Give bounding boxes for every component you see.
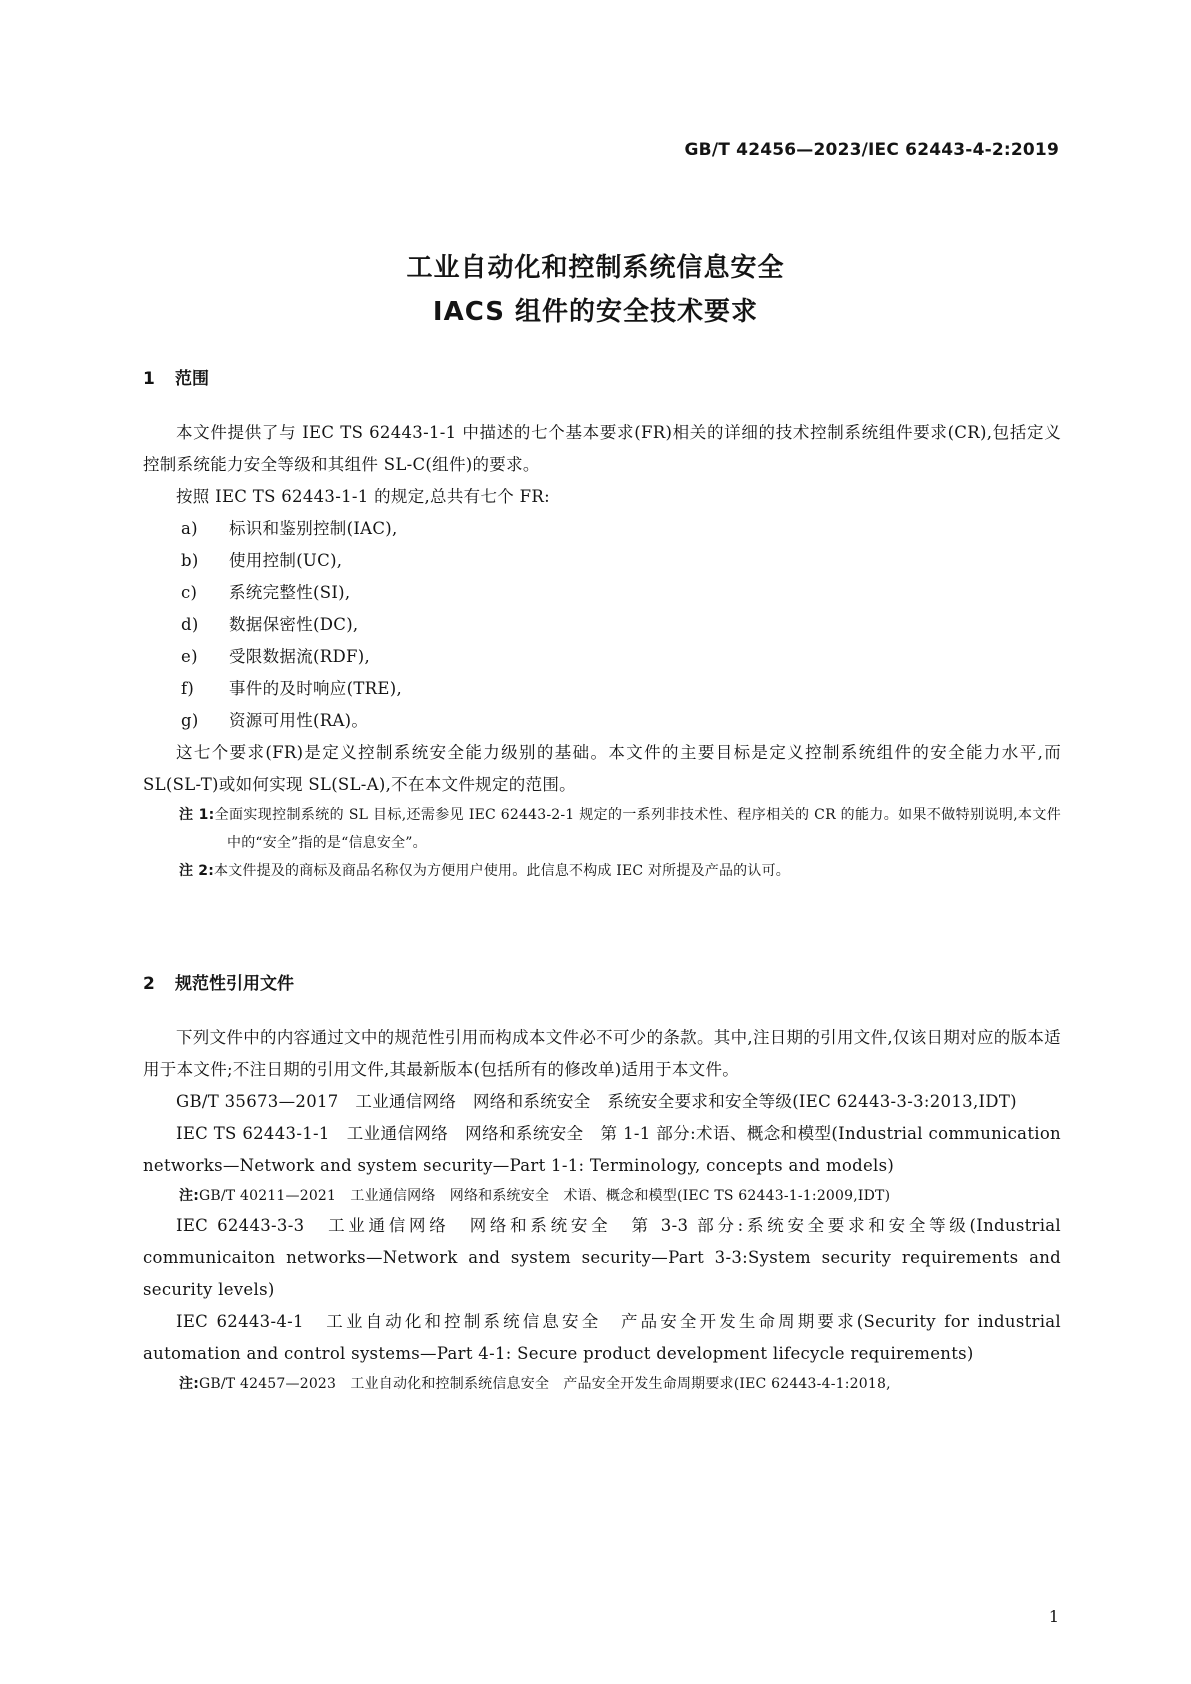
section2-heading [143,969,294,994]
list-item [143,705,1061,737]
fr-list [143,513,1061,737]
reference-4: IEC 62443-4-1 工业自动化和控制系统信息安全 产品安全开发生命周期要求(Security for industrial automation and control systems—Part 4-1: Secure product development lifecycle requirements) [143,1312,1061,1363]
section2-title: 规范性引用文件 [175,974,294,994]
note-2-text: 本文件提及的商标及商品名称仅为方便用户使用。此信息不构成 IEC 对所提及产品的认可。 [214,863,790,879]
note-2 [143,857,1061,885]
section1-title: 范围 [175,369,209,389]
list-item-text: 标识和鉴别控制(IAC), [229,519,398,538]
reference-3: IEC 62443-3-3 工业通信网络 网络和系统安全 第 3-3 部分:系统安全要求和安全等级(Industrial communicaiton networks—Network and system security—Part 3-3:System security requirements and security levels) [143,1216,1061,1299]
list-item [143,673,1061,705]
list-item-text: 资源可用性(RA)。 [229,711,369,730]
section1-paragraph2: 按照 IEC TS 62443-1-1 的规定,总共有七个 FR: [176,487,550,506]
list-item [143,641,1061,673]
list-item [143,609,1061,641]
list-item-label: b) [181,551,199,570]
list-item [143,545,1061,577]
reference-2: IEC TS 62443-1-1 工业通信网络 网络和系统安全 第 1-1 部分:术语、概念和模型(Industrial communication networks—Network and system security—Part 1-1: Terminology, concepts and models) [143,1124,1061,1175]
section1-paragraph3: 这七个要求(FR)是定义控制系统安全能力级别的基础。本文件的主要目标是定义控制系统组件的安全能力水平,而 SL(SL-T)或如何实现 SL(SL-A),不在本文件规定的范围。 [143,743,1061,794]
section1-heading [143,364,209,389]
note-a-text: GB/T 40211—2021 工业通信网络 网络和系统安全 术语、概念和模型(IEC TS 62443-1-1:2009,IDT) [199,1188,891,1204]
list-item-text: 事件的及时响应(TRE), [229,679,402,698]
section2-number: 2 [143,974,155,994]
note-1-label: 注 1: [179,807,215,823]
list-item-label: g) [181,711,199,730]
note-a [143,1182,1061,1210]
list-item-label: d) [181,615,199,634]
section1-number: 1 [143,369,155,389]
note-b [143,1370,1061,1398]
list-item-label: a) [181,519,198,538]
list-item-text: 系统完整性(SI), [229,583,351,602]
section1-paragraph1: 本文件提供了与 IEC TS 62443-1-1 中描述的七个基本要求(FR)相关的详细的技术控制系统组件要求(CR),包括定义控制系统能力安全等级和其组件 SL-C(组件)的要求。 [143,423,1061,474]
list-item-text: 数据保密性(DC), [229,615,359,634]
list-item [143,577,1061,609]
standard-code: GB/T 42456—2023/IEC 62443-4-2:2019 [684,140,1059,160]
note-1 [143,801,1061,857]
list-item [143,513,1061,545]
section1-body [143,417,1061,885]
note-1-text: 全面实现控制系统的 SL 目标,还需参见 IEC 62443-2-1 规定的一系列非技术性、程序相关的 CR 的能力。如果不做特别说明,本文件中的“安全”指的是“信息安全”。 [214,807,1062,851]
document-title-line2: IACS 组件的安全技术要求 [432,297,759,327]
note-2-label: 注 2: [179,863,215,879]
list-item-label: e) [181,647,198,666]
note-a-label: 注: [179,1188,199,1204]
list-item-text: 受限数据流(RDF), [229,647,371,666]
reference-1: GB/T 35673—2017 工业通信网络 网络和系统安全 系统安全要求和安全等级(IEC 62443-3-3:2013,IDT) [176,1092,1017,1111]
section2-paragraph1: 下列文件中的内容通过文中的规范性引用而构成本文件必不可少的条款。其中,注日期的引用文件,仅该日期对应的版本适用于本文件;不注日期的引用文件,其最新版本(包括所有的修改单)适用于本文件。 [143,1028,1061,1079]
list-item-text: 使用控制(UC), [229,551,343,570]
list-item-label: f) [181,679,195,698]
section2-body [143,1022,1061,1398]
list-item-label: c) [181,583,198,602]
note-b-label: 注: [179,1376,199,1392]
page-number: 1 [1048,1607,1059,1626]
note-b-text: GB/T 42457—2023 工业自动化和控制系统信息安全 产品安全开发生命周期要求(IEC 62443-4-1:2018, [199,1376,891,1392]
document-title-line1: 工业自动化和控制系统信息安全 [406,253,785,283]
